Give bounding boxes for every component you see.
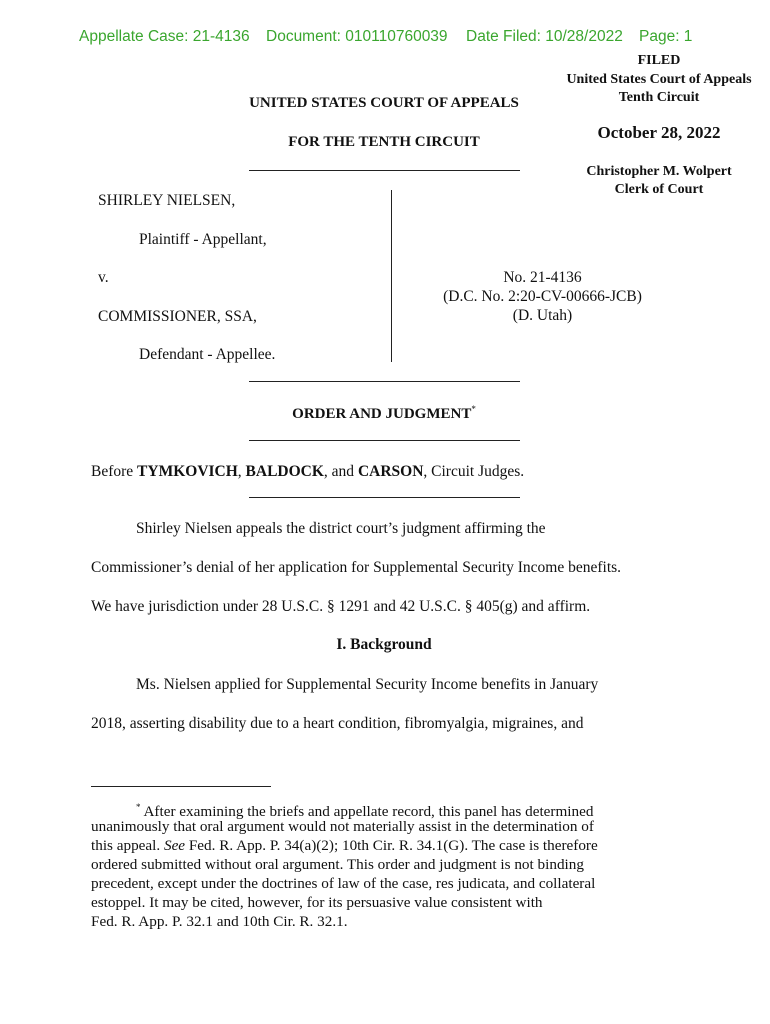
- footnote-line: estoppel. It may be cited, however, for its persuasive value consistent with: [91, 894, 543, 911]
- court-title-line1: UNITED STATES COURT OF APPEALS: [249, 95, 519, 111]
- header-date-filed: Date Filed: 10/28/2022: [466, 28, 623, 45]
- order-title: [234, 404, 534, 423]
- caption-vertical-divider: [391, 190, 392, 362]
- panel-suffix: , Circuit Judges.: [423, 463, 525, 480]
- body-line: 2018, asserting disability due to a heart condition, fibromyalgia, migraines, and: [91, 715, 584, 732]
- header-page-number: Page: 1: [639, 28, 693, 45]
- footnote-line: ordered submitted without oral argument. This order and judgment is not binding: [91, 856, 584, 873]
- district-name: (D. Utah): [512, 307, 573, 324]
- body-line: Ms. Nielsen applied for Supplemental Security Income benefits in January: [136, 676, 599, 693]
- section-heading: I. Background: [336, 636, 432, 653]
- order-title-text: ORDER AND JUDGMENT: [292, 406, 472, 422]
- title-divider: [249, 170, 520, 171]
- district-court-number: (D.C. No. 2:20-CV-00666-JCB): [443, 288, 642, 305]
- filed-court: United States Court of Appeals: [566, 72, 752, 87]
- body-line: Commissioner’s denial of her application for Supplemental Security Income benefits.: [91, 559, 622, 576]
- header-case-number: Appellate Case: 21-4136: [79, 28, 250, 45]
- clerk-name: Christopher M. Wolpert: [586, 164, 732, 179]
- caption-divider: [249, 381, 520, 382]
- panel-sep: ,: [237, 463, 246, 480]
- body-line: Shirley Nielsen appeals the district court’s judgment affirming the: [136, 520, 546, 537]
- footnote-line: Fed. R. App. P. 32.1 and 10th Cir. R. 32.1.: [91, 913, 348, 930]
- body-line: We have jurisdiction under 28 U.S.C. § 1291 and 42 U.S.C. § 405(g) and affirm.: [91, 598, 591, 615]
- filed-label: FILED: [637, 53, 681, 68]
- footnote-text: this appeal.: [91, 837, 164, 854]
- panel-divider: [249, 497, 520, 498]
- plaintiff-name: SHIRLEY NIELSEN,: [98, 192, 236, 209]
- footnote-line: [91, 836, 598, 855]
- order-footnote-marker: *: [471, 404, 476, 414]
- filed-circuit: Tenth Circuit: [618, 90, 700, 105]
- court-title-line2: FOR THE TENTH CIRCUIT: [288, 134, 480, 150]
- panel-sep: , and: [323, 463, 358, 480]
- footnote-text: After examining the briefs and appellate record, this panel has determined: [140, 803, 594, 821]
- defendant-name: COMMISSIONER, SSA,: [98, 308, 257, 325]
- header-document-number: Document: 010110760039: [266, 28, 448, 45]
- footnote-line: unanimously that oral argument would not materially assist in the determination of: [91, 818, 594, 835]
- filed-date: October 28, 2022: [597, 123, 721, 142]
- panel-before: Before: [91, 463, 138, 480]
- clerk-title: Clerk of Court: [614, 182, 704, 197]
- defendant-role: Defendant - Appellee.: [139, 346, 276, 363]
- judge-tymkovich: TYMKOVICH: [137, 463, 238, 480]
- footnote-see-signal: See: [163, 837, 186, 854]
- plaintiff-role: Plaintiff - Appellant,: [139, 231, 267, 248]
- judge-baldock: BALDOCK: [245, 463, 324, 480]
- judge-carson: CARSON: [357, 463, 424, 480]
- order-divider: [249, 440, 520, 441]
- footnote-text: Fed. R. App. P. 34(a)(2); 10th Cir. R. 34.1(G). The case is therefore: [185, 837, 598, 854]
- versus-label: v.: [98, 269, 109, 286]
- panel-line: [91, 463, 524, 481]
- footnote-marker: *: [136, 802, 141, 812]
- footnote-line: precedent, except under the doctrines of law of the case, res judicata, and collateral: [91, 875, 596, 892]
- case-number: No. 21-4136: [503, 269, 582, 286]
- footnote-rule: [91, 786, 271, 787]
